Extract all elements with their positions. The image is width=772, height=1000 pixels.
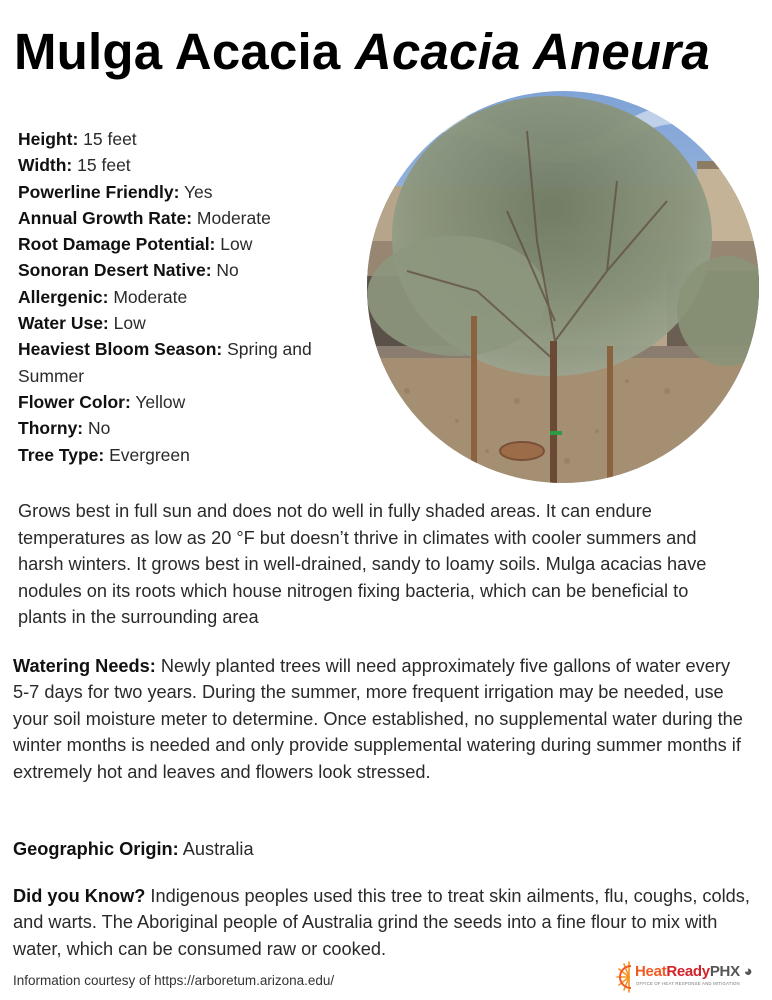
tree-photo-illustration (367, 91, 759, 483)
logo-phx: PHX (709, 963, 740, 980)
spec-label: Sonoran Desert Native: (18, 260, 212, 281)
logo-ready: Ready (666, 963, 710, 980)
spec-label: Width: (18, 155, 73, 176)
spec-value: 15 feet (77, 155, 131, 176)
spec-water-use (18, 310, 348, 336)
spec-sonoran-desert-native (18, 257, 348, 283)
scientific-name: Acacia Aneura (354, 23, 710, 80)
spec-label: Allergenic: (18, 286, 109, 307)
spec-label: Thorny: (18, 418, 84, 439)
watering-needs-section (13, 653, 748, 785)
spec-powerline-friendly (18, 179, 348, 205)
spec-value: No (88, 418, 111, 439)
spec-value: Yellow (135, 391, 186, 412)
spec-root-damage-potential (18, 231, 348, 257)
tree-photo (367, 91, 759, 483)
growing-conditions-paragraph: Grows best in full sun and does not do well in fully shaded areas. It can endure temperatures as low as 20 °F but doesn’t thrive in climates with cooler summers and harsh winters. It grows best in well-drained, sandy to loamy soils. Mulga acacias have nodules on its roots which house nitrogen fixing bacteria, which can be beneficial to plants in the surrounding area (18, 501, 707, 628)
globe-icon: ◕ (739, 963, 753, 980)
spec-label: Powerline Friendly: (18, 181, 180, 202)
geographic-origin-section (13, 836, 254, 862)
spec-label: Annual Growth Rate: (18, 207, 193, 228)
spec-value: Evergreen (109, 444, 190, 465)
spec-annual-growth-rate (18, 205, 348, 231)
spec-thorny (18, 415, 348, 441)
spec-value: Low (113, 313, 146, 334)
spec-value: Moderate (196, 207, 271, 228)
spec-value: Yes (183, 181, 213, 202)
spec-height (18, 126, 348, 152)
spec-value: No (216, 260, 239, 281)
spec-label: Height: (18, 129, 79, 149)
page-title (14, 24, 710, 80)
spec-label: Water Use: (18, 313, 109, 334)
did-you-know-text: Indigenous peoples used this tree to treat skin ailments, flu, coughs, colds, and warts. The Aboriginal people of Australia grind the seeds into a fine flour to mix with water, which can be consumed raw or cooked. (13, 886, 750, 959)
did-you-know-section (13, 883, 758, 962)
spec-value: 15 feet (83, 129, 137, 149)
spec-label: Root Damage Potential: (18, 234, 216, 255)
spec-flower-color (18, 389, 348, 415)
spec-width (18, 152, 348, 178)
geographic-origin-value: Australia (182, 839, 254, 859)
sun-icon (615, 960, 637, 994)
geographic-origin-label: Geographic Origin: (13, 839, 179, 859)
spec-label: Heaviest Bloom Season: (18, 339, 223, 360)
source-credit: Information courtesy of https://arboretum.arizona.edu/ (13, 973, 335, 988)
spec-value: Moderate (113, 286, 188, 307)
spec-value: Low (220, 234, 253, 255)
spec-allergenic (18, 284, 348, 310)
logo-wordmark (635, 963, 752, 980)
spec-tree-type (18, 442, 348, 468)
did-you-know-label: Did you Know? (13, 886, 146, 906)
spec-value: Spring and Summer (18, 339, 312, 386)
logo-subtitle: OFFICE OF HEAT RESPONSE AND MITIGATION (636, 981, 740, 986)
common-name: Mulga Acacia (14, 23, 341, 80)
heatready-phx-logo (615, 960, 765, 996)
spec-label: Flower Color: (18, 391, 131, 412)
logo-heat: Heat (635, 963, 667, 980)
spec-label: Tree Type: (18, 444, 105, 465)
tree-specs-list (18, 126, 348, 468)
watering-needs-text: Newly planted trees will need approximately five gallons of water every 5-7 days for two years. During the summer, more frequent irrigation may be needed, use your soil moisture meter to determine. Once established, no supplemental water during the winter months is needed and only provide supplemental watering during summer months if extremely hot and leaves and flowers look stressed. (13, 656, 743, 782)
watering-needs-label: Watering Needs: (13, 656, 156, 676)
spec-heaviest-bloom-season (18, 336, 348, 389)
